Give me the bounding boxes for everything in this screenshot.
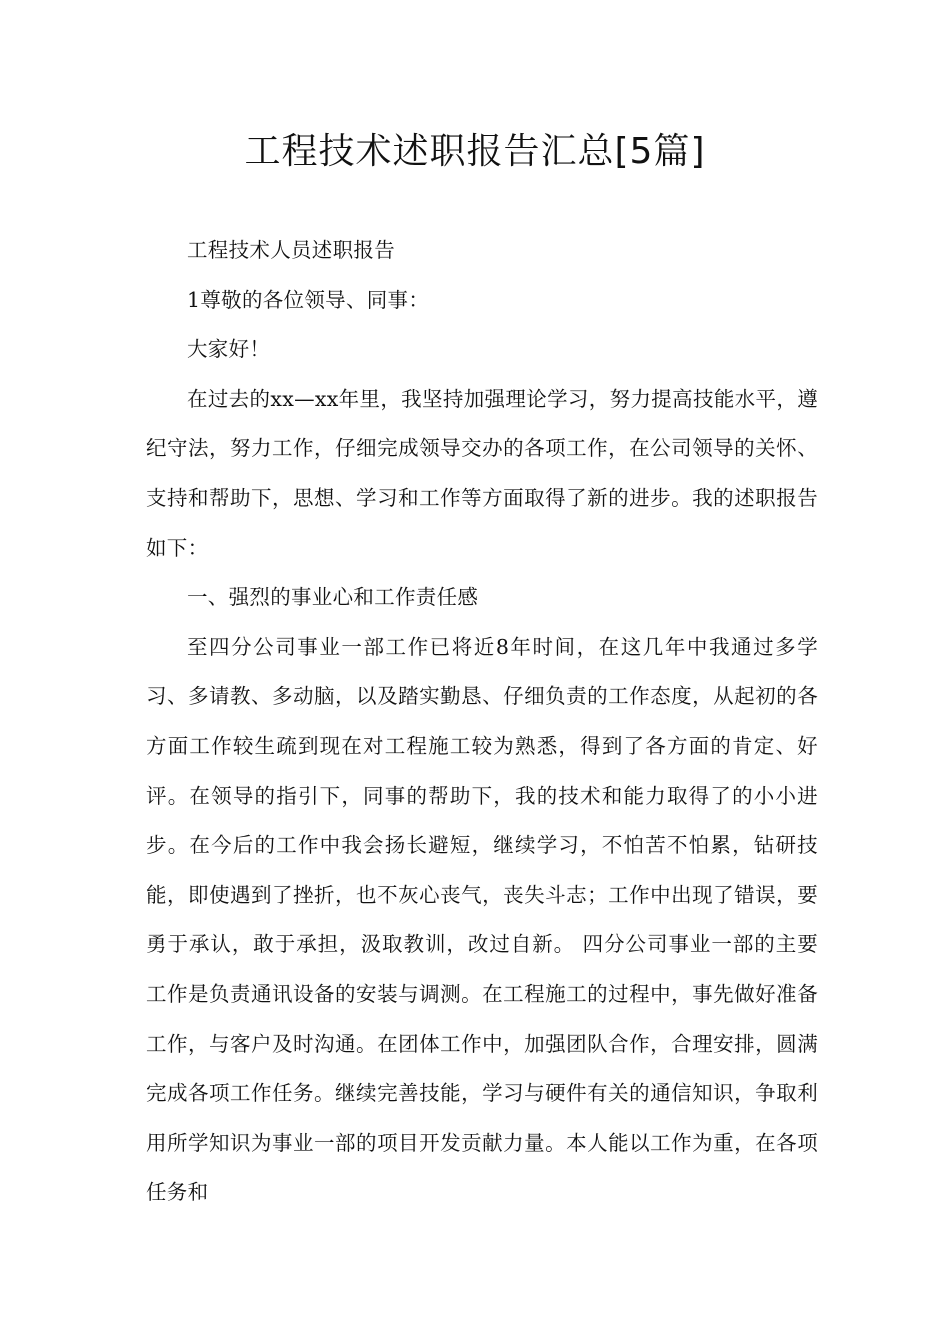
paragraph-section-1: 至四分公司事业一部工作已将近8年时间，在这几年中我通过多学习、多请教、多动脑，以及踏实勤恳、仔细负责的工作态度，从起初的各方面工作较生疏到现在对工程施工较为熟悉，得到了各方面的肯定、好评。在领导的指引下，同事的帮助下，我的技术和能力取得了的小小进步。在今后的工作中我会扬长避短，继续学习，不怕苦不怕累，钻研技能，即使遇到了挫折，也不灰心丧气，丧失斗志；工作中出现了错误，要勇于承认，敢于承担，汲取教训，改过自新。 四分公司事业一部的主要工作是负责通讯设备的安装与调测。在工程施工的过程中，事先做好准备工作，与客户及时沟通。在团体工作中，加强团队合作，合理安排，圆满完成各项工作任务。继续完善技能，学习与硬件有关的通信知识，争取利用所学知识为事业一部的项目开发贡献力量。本人能以工作为重，在各项任务和 (146, 634, 818, 1205)
paragraph-greeting: 大家好！ (187, 337, 271, 362)
paragraph-intro: 在过去的xx—xx年里，我坚持加强理论学习，努力提高技能水平，遵纪守法，努力工作，仔细完成领导交办的各项工作，在公司领导的关怀、支持和帮助下，思想、学习和工作等方面取得了新的进步。我的述职报告如下： (146, 386, 818, 560)
paragraph-subtitle: 工程技术人员述职报告 (187, 238, 395, 262)
document-body (146, 226, 818, 1218)
section-heading-1: 一、强烈的事业心和工作责任感 (187, 585, 479, 610)
document-title: 工程技术述职报告汇总[5篇] (244, 131, 706, 172)
paragraph-salutation: 1尊敬的各位领导、同事： (187, 287, 430, 312)
